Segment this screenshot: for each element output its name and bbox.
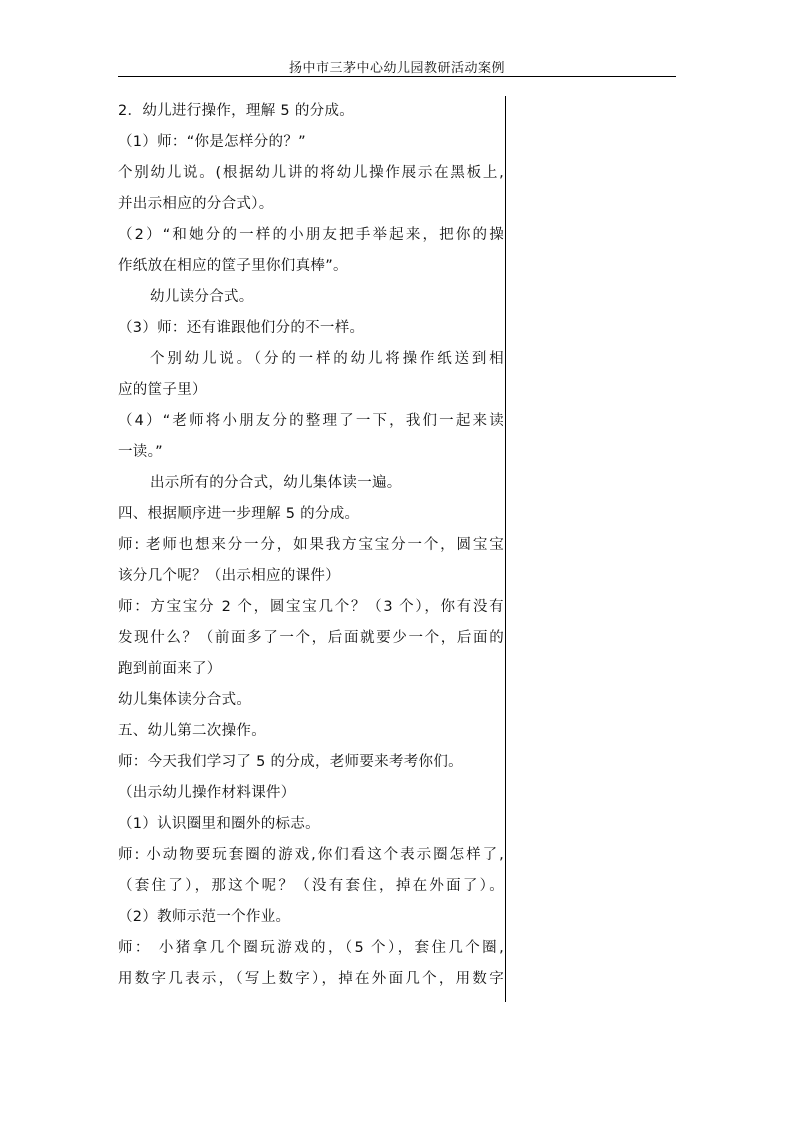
text-line: 发现什么？（前面多了一个，后面就要少一个，后面的 xyxy=(118,630,504,646)
text-line: 该分几个呢？（出示相应的课件） xyxy=(118,568,340,584)
text-line: 师: 老师也想来分一分，如果我方宝宝分一个，圆宝宝 xyxy=(118,537,504,553)
text-line: 个别幼儿说。（分的一样的幼儿将操作纸送到相 xyxy=(150,351,504,367)
text-line: （3）师：还有谁跟他们分的不一样。 xyxy=(118,320,365,336)
lesson-body xyxy=(118,96,504,995)
text-line: 应的筐子里） xyxy=(118,382,207,398)
text-line: （1）认识圈里和圈外的标志。 xyxy=(118,816,320,832)
text-line: 师：今天我们学习了 5 的分成，老师要来考考你们。 xyxy=(118,754,463,770)
text-line: （出示幼儿操作材料课件） xyxy=(118,785,296,801)
text-line: 用数字几表示，（写上数字），掉在外面几个，用数字 xyxy=(118,971,504,987)
text-line: 五、幼儿第二次操作。 xyxy=(118,723,266,739)
text-line: （2）教师示范一个作业。 xyxy=(118,909,291,925)
text-line: （1）师：“你是怎样分的？” xyxy=(118,134,306,150)
text-line: （套住了），那这个呢？（没有套住，掉在外面了）。 xyxy=(118,878,504,894)
text-line: 并出示相应的分合式）。 xyxy=(118,196,274,212)
text-line: 幼儿集体读分合式。 xyxy=(118,692,252,708)
text-line: （2）“和她分的一样的小朋友把手举起来，把你的操 xyxy=(118,227,504,243)
page-header-title: 扬中市三茅中心幼儿园教研活动案例 xyxy=(288,61,505,76)
text-line: 个别幼儿说。(根据幼儿讲的将幼儿操作展示在黑板上, xyxy=(118,165,504,181)
text-line: 跑到前面来了） xyxy=(118,661,222,677)
text-line: 出示所有的分合式，幼儿集体读一遍。 xyxy=(150,475,402,491)
header-rule xyxy=(118,76,676,77)
text-line: 师：方宝宝分 2 个，圆宝宝几个？（3 个），你有没有 xyxy=(118,599,504,615)
table-right-border xyxy=(505,96,506,1002)
text-line: 2．幼儿进行操作，理解 5 的分成。 xyxy=(118,103,355,119)
text-line: 师: 小动物要玩套圈的游戏,你们看这个表示圈怎样了, xyxy=(118,847,504,863)
text-line: 幼儿读分合式。 xyxy=(150,289,254,305)
text-line: 一读。” xyxy=(118,444,163,460)
text-line: 作纸放在相应的筐子里你们真棒”。 xyxy=(118,258,348,274)
text-line: 师： 小猪拿几个圈玩游戏的，（5 个），套住几个圈, xyxy=(118,940,504,956)
text-line: 四、根据顺序进一步理解 5 的分成。 xyxy=(118,506,360,522)
text-line: （4）“老师将小朋友分的整理了一下，我们一起来读 xyxy=(118,413,504,429)
